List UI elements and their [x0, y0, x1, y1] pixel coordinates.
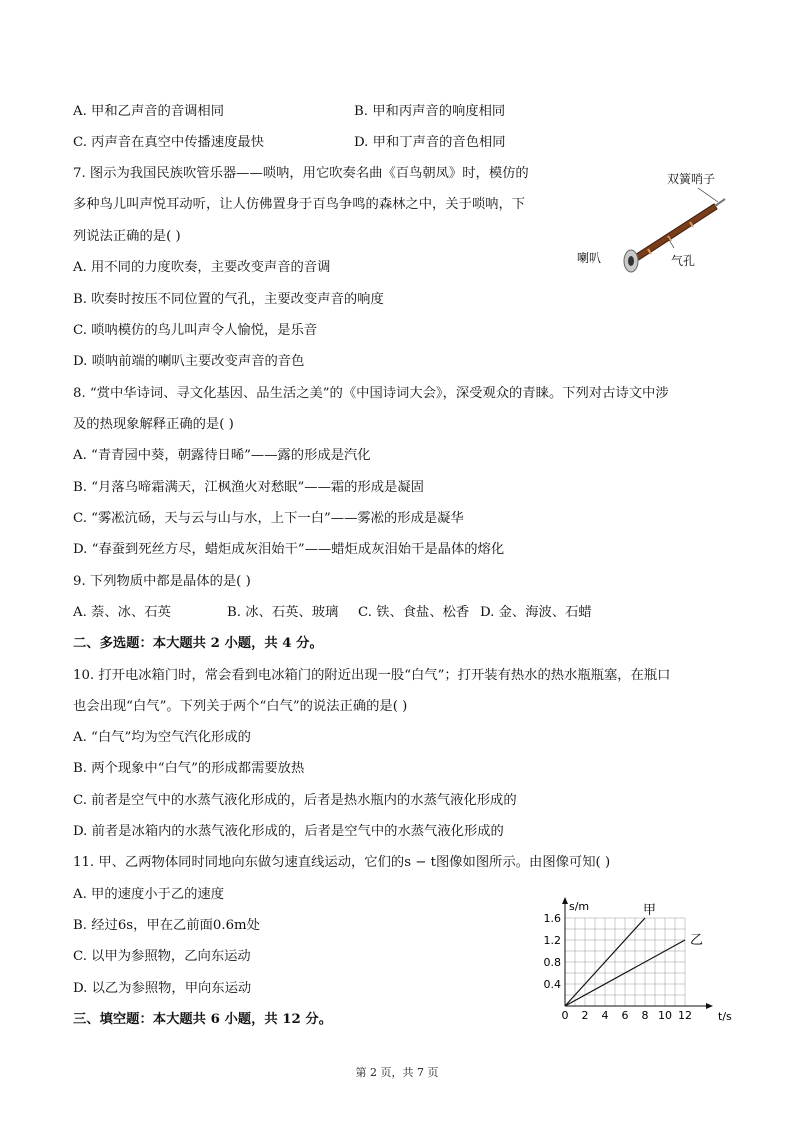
q9-option-c: C. 铁、食盐、松香 [358, 605, 470, 620]
q9-option-a: A. 萘、冰、石英 [73, 605, 171, 620]
q9-option-b: B. 冰、石英、玻璃 [227, 605, 339, 620]
q9-stem: 9. 下列物质中都是晶体的是( ) [73, 574, 251, 589]
x-axis-arrow [706, 1003, 713, 1009]
x-axis-label: t/s [718, 1010, 732, 1023]
x-tick-label: 4 [601, 1009, 609, 1022]
q8-option-a: A. “青青园中葵，朝露待日晞”——露的形成是汽化 [73, 448, 371, 463]
q9-option-d: D. 金、海波、石蜡 [480, 605, 592, 620]
y-tick-label: 0.8 [543, 956, 561, 969]
x-tick-label: 2 [581, 1009, 589, 1022]
q6-option-c: C. 丙声音在真空中传播速度最快 [73, 135, 265, 150]
q10-option-d: D. 前者是冰箱内的水蒸气液化形成的，后者是空气中的水蒸气液化形成的 [73, 824, 504, 839]
q10-stem-line1: 10. 打开电冰箱门时，常会看到电冰箱门的附近出现一股“白气”；打开装有热水的热水瓶瓶塞，在瓶口 [73, 668, 671, 683]
label-hole: 气孔 [671, 254, 696, 268]
page-footer: 第 2 页，共 7 页 [355, 1066, 439, 1079]
q7-option-a: A. 用不同的力度吹奏，主要改变声音的音调 [73, 260, 331, 275]
section-heading-fill-blank: 三、填空题：本大题共 6 小题，共 12 分。 [73, 1012, 333, 1027]
x-tick-label: 10 [658, 1009, 672, 1022]
label-reed: 双簧哨子 [667, 172, 716, 186]
y-tick-label: 0.4 [543, 978, 561, 991]
q8-option-b: B. “月落乌啼霜满天，江枫渔火对愁眠”——霜的形成是凝固 [73, 480, 424, 495]
series-label-yi: 乙 [690, 933, 704, 948]
y-axis-arrow [562, 897, 568, 904]
q7-stem-line3: 列说法正确的是( ) [73, 229, 181, 244]
q8-stem-line1: 8. “赏中华诗词、寻文化基因、品生活之美”的《中国诗词大会》，深受观众的青睐。下列对古诗文中涉 [73, 386, 669, 401]
q8-option-d: D. “春蚕到死丝方尽，蜡炬成灰泪始干”——蜡炬成灰泪始干是晶体的熔化 [73, 542, 505, 557]
label-horn: 喇叭 [577, 251, 602, 265]
q6-option-a: A. 甲和乙声音的音调相同 [73, 104, 225, 119]
q11-option-c: C. 以甲为参照物，乙向东运动 [73, 949, 251, 964]
st-graph-svg [535, 890, 730, 1030]
y-tick-label: 1.2 [543, 934, 561, 947]
q10-option-b: B. 两个现象中“白气”的形成都需要放热 [73, 761, 305, 776]
q8-stem-line2: 及的热现象解释正确的是( ) [73, 417, 234, 432]
x-tick-label: 8 [641, 1009, 649, 1022]
series-label-jia: 甲 [643, 903, 657, 918]
q6-option-b: B. 甲和丙声音的响度相同 [354, 104, 506, 119]
st-graph [535, 890, 730, 1030]
q10-option-c: C. 前者是空气中的水蒸气液化形成的，后者是热水瓶内的水蒸气液化形成的 [73, 793, 517, 808]
y-tick-label: 1.6 [543, 912, 561, 925]
section-heading-multiple-choice: 二、多选题：本大题共 2 小题，共 4 分。 [73, 636, 323, 651]
x-tick-label: 6 [621, 1009, 629, 1022]
y-axis-label: s/m [569, 900, 590, 913]
x-tick-label: 0 [561, 1009, 569, 1022]
q10-option-a: A. “白气”均为空气汽化形成的 [73, 730, 251, 745]
q10-stem-line2: 也会出现“白气”。下列关于两个“白气”的说法正确的是( ) [73, 699, 408, 714]
x-tick-label: 12 [678, 1009, 692, 1022]
q11-option-a: A. 甲的速度小于乙的速度 [73, 887, 225, 902]
q7-option-c: C. 唢呐模仿的鸟儿叫声令人愉悦，是乐音 [73, 323, 318, 338]
q11-option-b: B. 经过6s，甲在乙前面0.6m处 [73, 918, 260, 933]
q7-option-d: D. 唢呐前端的喇叭主要改变声音的音色 [73, 354, 305, 369]
q11-option-d: D. 以乙为参照物，甲向东运动 [73, 981, 252, 996]
q11-stem: 11. 甲、乙两物体同时同地向东做匀速直线运动，它们的s − t图像如图所示。由图像可知( ) [73, 855, 611, 870]
q7-stem-line1: 7. 图示为我国民族吹管乐器——唢呐，用它吹奏名曲《百鸟朝凤》时，模仿的 [73, 166, 529, 181]
q6-option-d: D. 甲和丁声音的音色相同 [354, 135, 506, 150]
q7-option-b: B. 吹奏时按压不同位置的气孔，主要改变声音的响度 [73, 292, 384, 307]
q8-option-c: C. “雾凇沆砀，天与云与山与水，上下一白”——雾凇的形成是凝华 [73, 511, 464, 526]
q7-stem-line2: 多种鸟儿叫声悦耳动听，让人仿佛置身于百鸟争鸣的森林之中，关于唢呐，下 [73, 197, 526, 212]
